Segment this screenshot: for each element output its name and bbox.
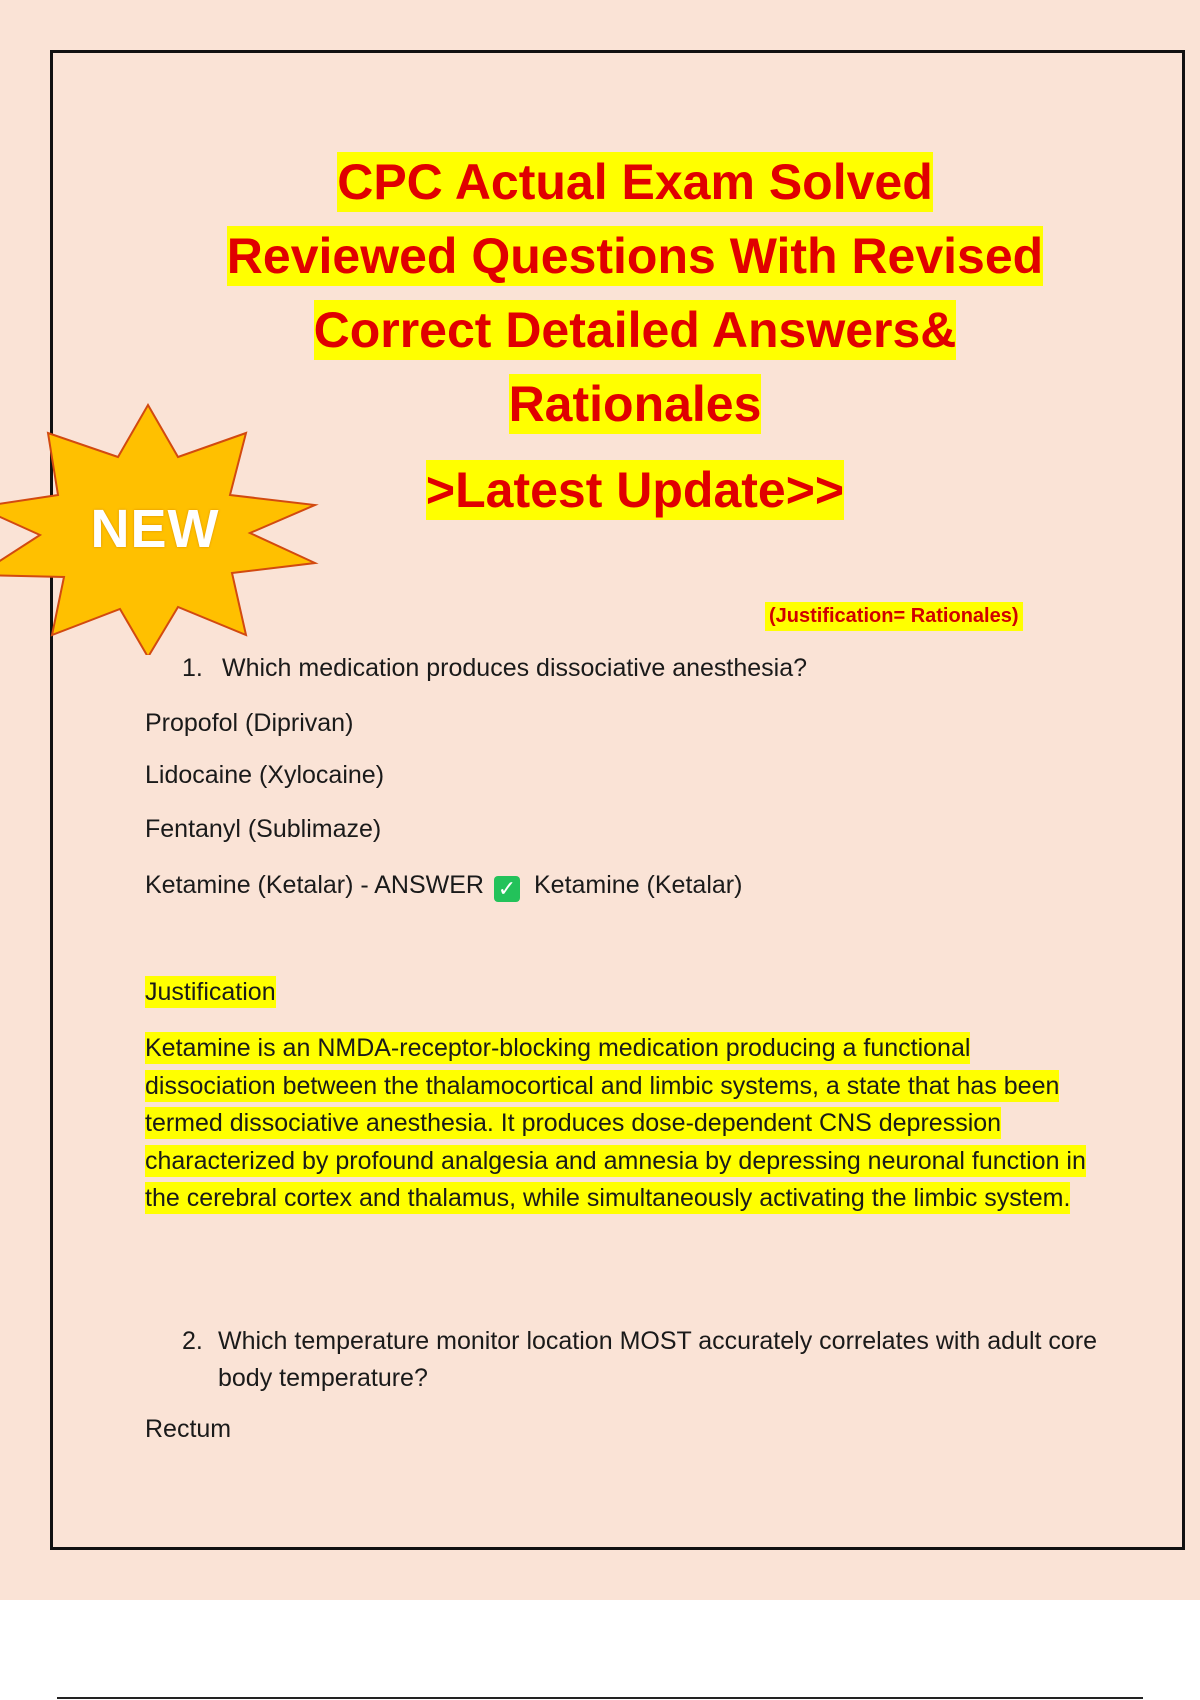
option-1c: Fentanyl (Sublimaze)	[145, 815, 382, 843]
question-1-number: 1.	[182, 654, 203, 682]
question-2-text: Which temperature monitor location MOST accurately correlates with adult core body temperature?	[218, 1327, 1098, 1392]
option-2a: Rectum	[145, 1415, 232, 1443]
new-badge-label: NEW	[90, 499, 220, 559]
option-1b: Lidocaine (Xylocaine)	[145, 761, 385, 789]
question-1-text: Which medication produces dissociative anesthesia?	[222, 654, 808, 682]
answer-line	[145, 871, 742, 902]
title-line-4: Rationales	[508, 376, 762, 432]
answer-value: Ketamine (Ketalar)	[534, 871, 743, 899]
title-line-2: Reviewed Questions With Revised	[226, 228, 1044, 284]
justification-heading-text: Justification	[145, 978, 276, 1006]
title-line-3: Correct Detailed Answers&	[313, 302, 957, 358]
check-icon: ✓	[494, 876, 520, 902]
answer-prefix: Ketamine (Ketalar) - ANSWER	[145, 871, 484, 899]
justification-heading	[145, 978, 276, 1007]
question-1	[182, 654, 807, 683]
bottom-divider	[57, 1697, 1143, 1699]
justification-tag: (Justification= Rationales)	[765, 602, 1023, 631]
question-2-number: 2.	[182, 1327, 203, 1355]
justification-paragraph	[145, 1030, 1095, 1218]
title-line-1: CPC Actual Exam Solved	[337, 154, 933, 210]
question-2	[182, 1323, 1102, 1397]
justification-text: Ketamine is an NMDA-receptor-blocking medication producing a functional dissociation between the thalamocortical and limbic systems, a state that has been termed dissociative anesthesia. It produces dose-dependent CNS depression characterized by profound analgesia and amnesia by depressing neuronal function in the cerebral cortex and thalamus, while simultaneously activating the limbic system.	[145, 1034, 1086, 1212]
option-1a: Propofol (Diprivan)	[145, 709, 354, 737]
subtitle-text: >Latest Update>>	[425, 462, 845, 518]
